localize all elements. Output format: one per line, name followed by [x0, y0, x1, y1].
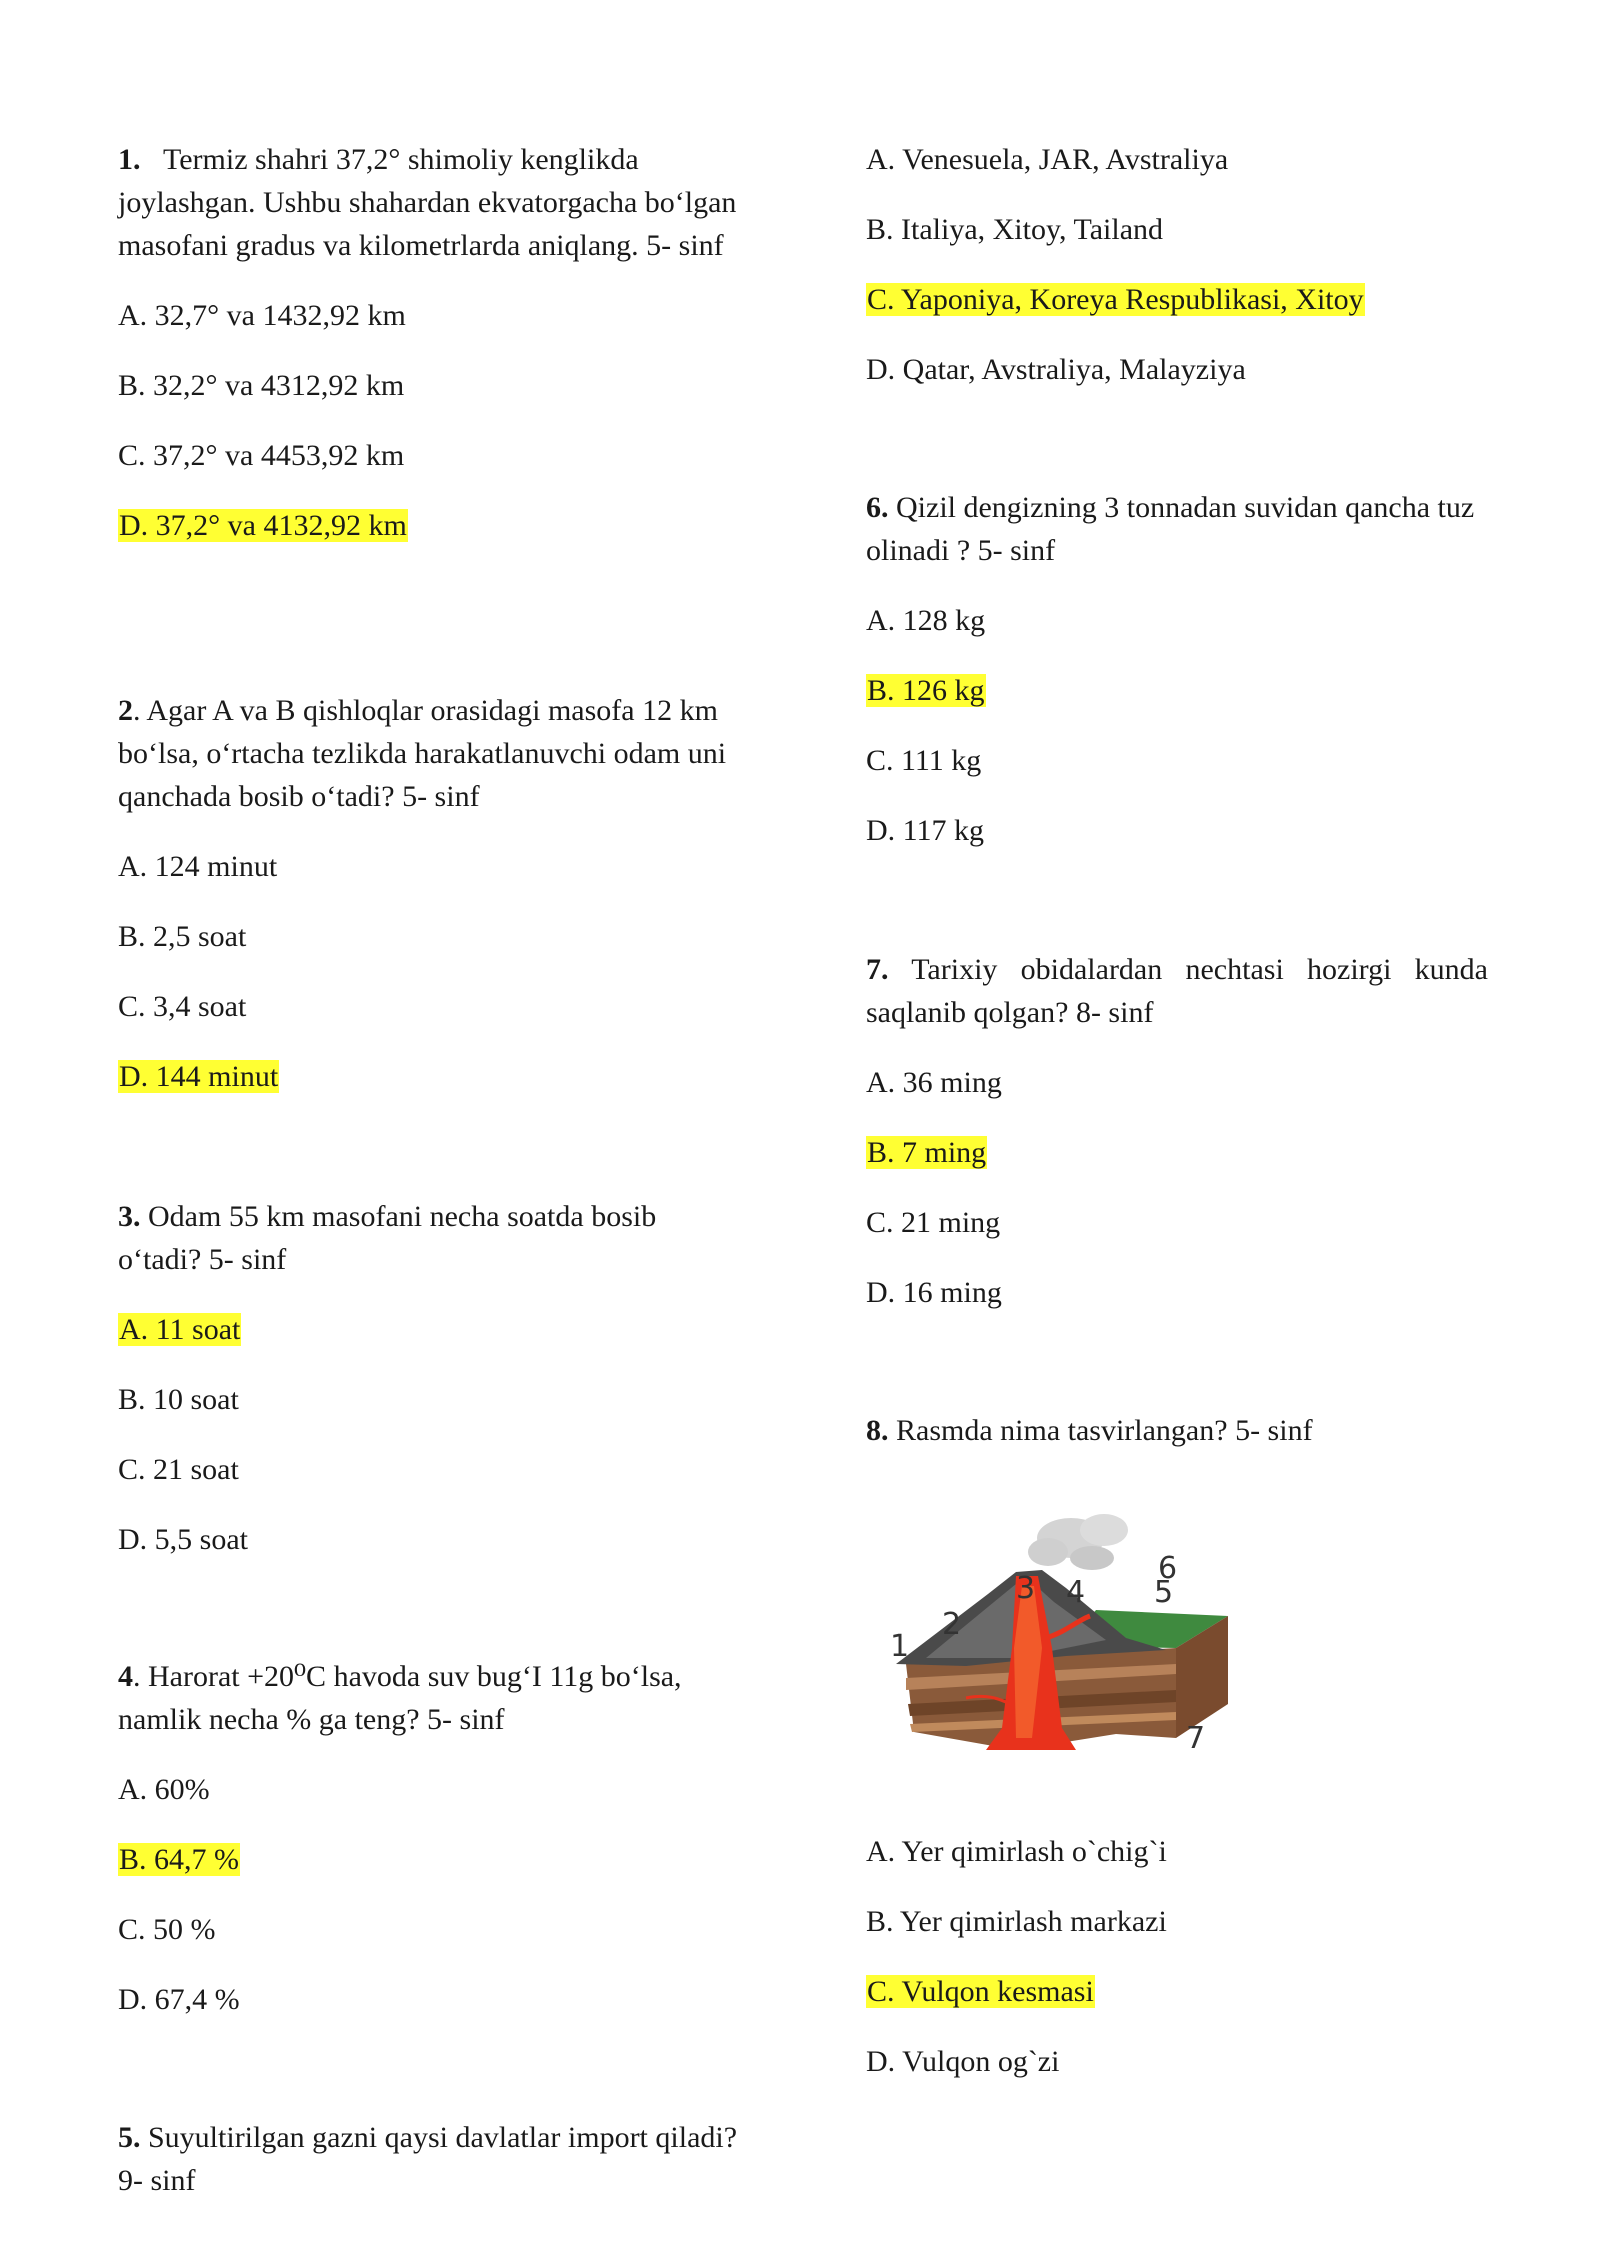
question-number: 1. [118, 143, 141, 176]
option-c[interactable]: C. 111 kg [866, 744, 982, 777]
option-b[interactable]: B. 2,5 soat [118, 920, 247, 953]
option-d[interactable]: D. 117 kg [866, 814, 985, 847]
question-6 [866, 486, 1488, 852]
question-3 [118, 1195, 738, 1561]
question-text: Suyultirilgan gazni qaysi davlatlar import qiladi? 9- sinf [118, 2121, 738, 2197]
option-d[interactable]: D. 67,4 % [118, 1983, 240, 2016]
option-c-correct[interactable]: C. Yaponiya, Koreya Respublikasi, Xitoy [867, 283, 1364, 316]
volcano-diagram [866, 1498, 1246, 1768]
question-8 [866, 1409, 1488, 1452]
option-b-correct[interactable]: B. 126 kg [867, 674, 985, 707]
question-2-stem [118, 689, 738, 818]
figure-label-5: 5 [1154, 1575, 1174, 1610]
option-a-correct[interactable]: A. 11 soat [119, 1313, 241, 1346]
question-number: 3. [118, 1200, 141, 1233]
question-number: 4 [118, 1660, 133, 1693]
option-c[interactable]: C. 50 % [118, 1913, 216, 1946]
figure-label-4: 4 [1066, 1575, 1086, 1610]
question-text: Rasmda nima tasvirlangan? 5- sinf [888, 1414, 1313, 1447]
option-b[interactable]: B. Yer qimirlash markazi [866, 1905, 1167, 1938]
question-6-stem [866, 486, 1488, 572]
question-number: 6. [866, 491, 889, 524]
option-a[interactable]: A. 36 ming [866, 1066, 1002, 1099]
option-d[interactable]: D. 16 ming [866, 1276, 1002, 1309]
option-c[interactable]: C. 21 soat [118, 1453, 239, 1486]
question-number: 8. [866, 1414, 889, 1447]
option-d[interactable]: D. Qatar, Avstraliya, Malayziya [866, 353, 1246, 386]
figure-label-1: 1 [890, 1629, 910, 1664]
question-text: . Harorat +20⁰C havoda suv bug‘I 11g bo‘lsa, namlik necha % ga teng? 5- sinf [118, 1660, 682, 1736]
question-5-stem [118, 2116, 738, 2202]
question-4-stem [118, 1655, 738, 1741]
option-d[interactable]: D. Vulqon og`zi [866, 2045, 1060, 2078]
question-text: Odam 55 km masofani necha soatda bosib o‘tadi? 5- sinf [118, 1200, 657, 1276]
question-3-stem [118, 1195, 738, 1281]
figure-label-6: 6 [1158, 1551, 1178, 1586]
option-b-correct[interactable]: B. 64,7 % [119, 1843, 239, 1876]
option-d-correct[interactable]: D. 144 minut [119, 1060, 279, 1093]
question-4 [118, 1655, 738, 2021]
question-text: Qizil dengizning 3 tonnadan suvidan qancha tuz olinadi ? 5- sinf [866, 491, 1475, 567]
option-c[interactable]: C. 21 ming [866, 1206, 1001, 1239]
option-c-correct[interactable]: C. Vulqon kesmasi [867, 1975, 1094, 2008]
option-a[interactable]: A. Yer qimirlash o`chig`i [866, 1835, 1167, 1868]
question-1-stem [118, 138, 738, 267]
option-a[interactable]: A. 60% [118, 1773, 210, 1806]
option-c[interactable]: C. 37,2° va 4453,92 km [118, 439, 405, 472]
question-number: 5. [118, 2121, 141, 2154]
question-2 [118, 689, 738, 1098]
figure-label-7: 7 [1186, 1721, 1206, 1756]
figure-label-3: 3 [1016, 1571, 1036, 1606]
question-number: 2 [118, 694, 133, 727]
option-a[interactable]: A. 32,7° va 1432,92 km [118, 299, 406, 332]
question-5 [118, 2116, 738, 2202]
question-8-stem [866, 1409, 1488, 1452]
option-b[interactable]: B. 32,2° va 4312,92 km [118, 369, 405, 402]
option-b-correct[interactable]: B. 7 ming [867, 1136, 987, 1169]
option-c[interactable]: C. 3,4 soat [118, 990, 247, 1023]
question-8-options [866, 1830, 1488, 2083]
question-text: Tarixiy obidalardan nechtasi hozirgi kunda saqlanib qolgan? 8- sinf [866, 953, 1488, 1029]
question-text: . Agar A va B qishloqlar orasidagi masofa 12 km bo‘lsa, o‘rtacha tezlikda harakatlanuvchi odam uni qanchada bosib o‘tadi? 5- sinf [118, 694, 727, 813]
option-d-correct[interactable]: D. 37,2° va 4132,92 km [119, 509, 407, 542]
question-text: Termiz shahri 37,2° shimoliy kenglikda joylashgan. Ushbu shahardan ekvatorgacha bo‘lgan masofani gradus va kilometrlarda aniqlang. 5- sinf [118, 143, 737, 262]
question-7-stem [866, 948, 1488, 1034]
question-number: 7. [866, 953, 889, 986]
option-b[interactable]: B. Italiya, Xitoy, Tailand [866, 213, 1164, 246]
option-a[interactable]: A. Venesuela, JAR, Avstraliya [866, 143, 1229, 176]
volcano-cross-section-figure [866, 1498, 1246, 1768]
option-b[interactable]: B. 10 soat [118, 1383, 239, 1416]
question-7 [866, 948, 1488, 1314]
option-a[interactable]: A. 124 minut [118, 850, 278, 883]
question-5-options [866, 138, 1488, 391]
question-1 [118, 138, 738, 547]
option-a[interactable]: A. 128 kg [866, 604, 986, 637]
option-d[interactable]: D. 5,5 soat [118, 1523, 248, 1556]
figure-label-2: 2 [942, 1607, 962, 1642]
